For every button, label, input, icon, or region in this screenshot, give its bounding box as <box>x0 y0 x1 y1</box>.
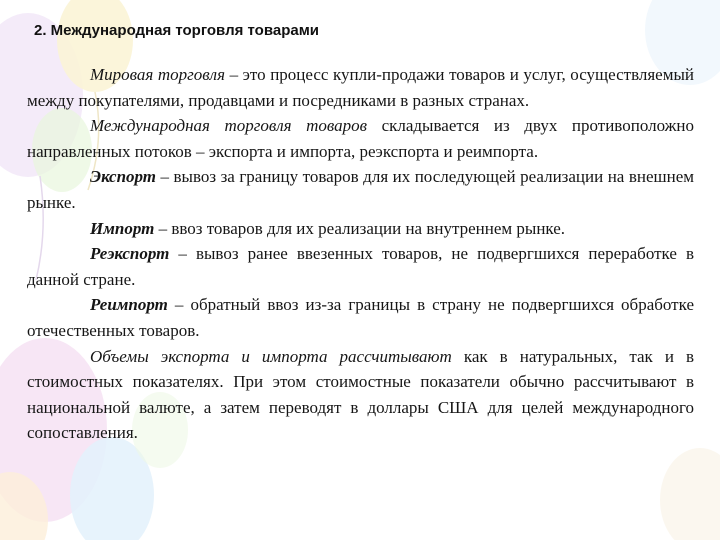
paragraph-export <box>27 164 694 215</box>
definition-export: – вывоз за границу товаров для их последующей реализации на внешнем рынке. <box>27 167 694 212</box>
paragraph-reimport <box>27 292 694 343</box>
definition-reimport: – обратный ввоз из-за границы в страну не подвергшихся обработке отечественных товаров. <box>27 295 694 340</box>
term-world-trade: Мировая торговля <box>90 65 225 84</box>
definition-import: – ввоз товаров для их реализации на внутреннем рынке. <box>154 218 566 238</box>
term-reimport: Реимпорт <box>90 295 168 315</box>
definition-reexport: – вывоз ранее ввезенных товаров, не подвергшихся переработке в данной стране. <box>27 244 694 289</box>
paragraph-import <box>27 216 694 242</box>
definition-international-trade: складывается из двух противоположно направленных потоков – экспорта и импорта, реэкспорта и реимпорта. <box>27 116 694 161</box>
term-import: Импорт <box>90 218 155 238</box>
definition-world-trade: – это процесс купли-продажи товаров и услуг, осуществляемый между покупателями, продавцами и посредниками в разных странах. <box>27 65 694 110</box>
paragraph-reexport <box>27 241 694 292</box>
paragraph-international-trade <box>27 113 694 164</box>
slide-title: 2. Международная торговля товарами <box>34 22 320 39</box>
slide-body <box>27 62 694 446</box>
paragraph-world-trade <box>27 62 694 113</box>
paragraph-volumes <box>27 344 694 446</box>
term-international-trade: Международная торговля товаров <box>90 116 368 136</box>
term-export: Экспорт <box>90 167 157 187</box>
term-volumes: Объемы экспорта и импорта рассчитывают <box>90 346 452 366</box>
definition-volumes: как в натуральных, так и в стоимостных показателях. При этом стоимостные показатели обычно рассчитывают в национальной валюте, а затем переводят в доллары США для целей международного сопоставления. <box>27 346 694 443</box>
term-reexport: Реэкспорт <box>90 244 170 264</box>
